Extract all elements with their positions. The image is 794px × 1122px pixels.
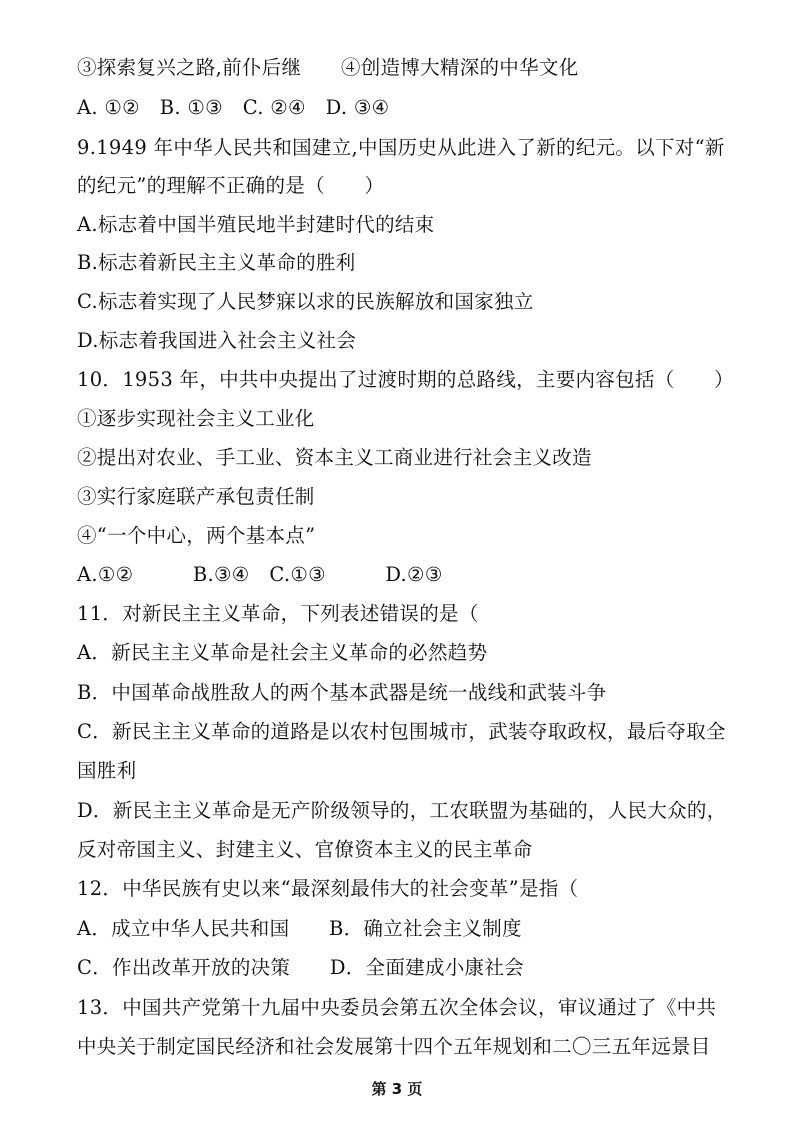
- q10-answer-choices: A.①② B.③④ C.①③ D.②③: [77, 563, 443, 586]
- q8-answer-choices: A. ①② B. ①③ C. ②④ D. ③④: [77, 96, 390, 119]
- q11-option-c-line-1: C．新民主主义革命的道路是以农村包围城市，武装夺取政权，最后夺取全: [77, 720, 726, 743]
- q9-option-d: D.标志着我国进入社会主义社会: [77, 329, 357, 352]
- q9-stem-line-1: 9.1949 年中华人民共和国建立,中国历史从此进入了新的纪元。以下对“新: [77, 136, 725, 159]
- q9-stem-line-2: 的纪元”的理解不正确的是（ ）: [77, 174, 385, 197]
- q13-stem-line-1: 13．中国共产党第十九届中央委员会第五次全体会议，审议通过了《中共: [77, 996, 717, 1019]
- q9-option-b: B.标志着新民主主义革命的胜利: [77, 251, 356, 274]
- q10-item-4: ④“一个中心，两个基本点”: [77, 524, 316, 547]
- q10-stem: 10．1953 年，中共中央提出了过渡时期的总路线，主要内容包括（ ）: [77, 368, 734, 391]
- q12-options-a-b: A．成立中华人民共和国 B．确立社会主义制度: [77, 917, 522, 940]
- page-number: 第 3 页: [371, 1080, 423, 1098]
- q10-item-3: ③实行家庭联产承包责任制: [77, 485, 315, 508]
- q12-stem: 12．中华民族有史以来“最深刻最伟大的社会变革”是指（: [77, 877, 579, 900]
- q9-option-c: C.标志着实现了人民梦寐以求的民族解放和国家独立: [77, 290, 534, 313]
- q11-option-c-line-2: 国胜利: [77, 759, 137, 782]
- q13-stem-line-2: 中央关于制定国民经济和社会发展第十四个五年规划和二〇三五年远景目: [77, 1035, 711, 1058]
- q9-option-a: A.标志着中国半殖民地半封建时代的结束: [77, 213, 435, 236]
- q11-stem: 11．对新民主主义革命，下列表述错误的是（: [77, 602, 479, 625]
- q11-option-d-line-2: 反对帝国主义、封建主义、官僚资本主义的民主革命: [77, 838, 533, 861]
- q10-item-1: ①逐步实现社会主义工业化: [77, 407, 315, 430]
- q11-option-a: A．新民主主义革命是社会主义革命的必然趋势: [77, 641, 488, 664]
- q12-options-c-d: C．作出改革开放的决策 D．全面建成小康社会: [77, 956, 524, 979]
- q11-option-b: B．中国革命战胜敌人的两个基本武器是统一战线和武装斗争: [77, 681, 607, 704]
- q10-item-2: ②提出对农业、手工业、资本主义工商业进行社会主义改造: [77, 446, 592, 469]
- q11-option-d-line-1: D．新民主主义革命是无产阶级领导的，工农联盟为基础的，人民大众的，: [77, 799, 727, 822]
- q8-option-line-3-4: ③探索复兴之路,前仆后继 ④创造博大精深的中华文化: [77, 56, 579, 79]
